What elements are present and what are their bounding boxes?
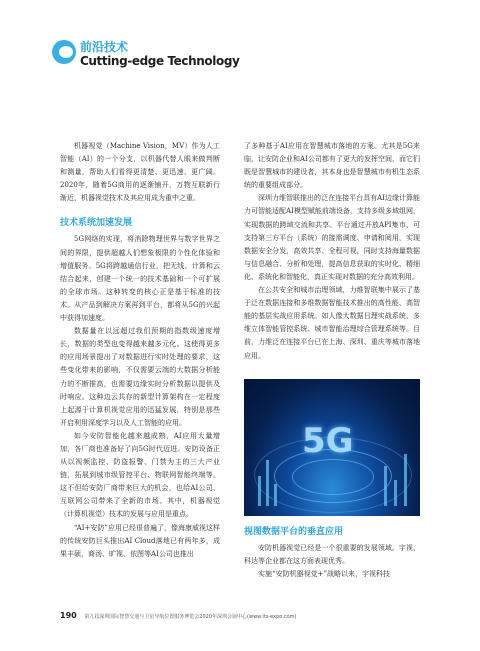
page-number: 190 — [60, 611, 77, 620]
section-header — [52, 38, 312, 78]
left-column — [60, 140, 220, 561]
paragraph: 5G网络的实现，将消除物理世界与数字世界之间的界限，提供超越人们想象极限的个性化体验和增值服务。5G将跨越通信行业，把无线、计算和云结合起来，创建一个统一的技术基础和一个可扩展的全球市场。这种转变的核心正是基于标准的技术。从产品到解决方案再到平台，都将从5G的兴起中获得加速度。 — [60, 235, 220, 323]
paragraph: 实施“安防机器视觉+”战略以来，宇视科技 — [258, 570, 391, 579]
paragraph: 机器视觉（Machine Vision，MV）作为人工智能（AI）的一个分支，以机器代替人眼来做判断和测量，帮助人们看得更清楚、更迅速、更广阔。2020年，随着5G商用的逐渐铺开，万物互联新行渐近，机器视觉技术及其应用成为重中之重。 — [60, 142, 220, 203]
paragraph: 了多种基于AI应用在智慧城市落地的方案。尤其是5G来临，让安防企业和AI公司都有了更大的发挥空间，而它们既是智慧城市的建设者，其本身也是智慧城市有机生态系统的重要组成部分。 — [244, 142, 420, 190]
paragraph: 数据量在以远超过我们预期的指数级速度增长，数据的类型也变得越来越多元化。这使得更多的应用场景提出了对数据进行实时处理的要求，这些变化带来的影响，不仅需要云端的大数据分析能力的不断推高，也需要边缘实时分析数据以提供及时响应。这种边云共存的新型计算架构在一定程度上起源于计算机视觉应用的迅猛发展，特别是那些开启利用深度学习以及人工智能的应用。 — [60, 327, 220, 427]
section-title-cn: 前沿技术 — [80, 40, 129, 54]
paragraph: 如今安防智能化越来越成熟，AI应用大量增加，各厂商也准备好了向5G时代迈进。安防设备正从以视频监控、防盗报警、门禁为主的三大产业链，拓展到城市级管控平台、物联网智能终端等。这不但给安防厂商带来巨大的机会，也给AI公司、互联网公司带来了全新的市场。其中，机器视觉（计算机视觉）技术的发展与应用是重点。 — [60, 431, 220, 519]
right-column-bottom — [244, 526, 420, 581]
right-column — [244, 140, 420, 363]
paragraph: 安防机器视觉已经是一个很重要的发展领域。宇视、科达等企业都在这方面表现优秀。 — [244, 544, 420, 566]
page-footer — [60, 611, 296, 620]
paragraph: 深圳力维智联推出的泛在连接平台具有AI边缘计算能力可智能适配AI模型赋能前端设备，支持多级多域组网，实现数据的跨域交流和共享。平台通过开放API集市、可支持第三方平台（系统）的接需调度、申请和阅用，实现数据安全分发，高效共享、全程可视，同时支持海量数据与信息融合、分析和处理，提高信息获取的实时化、精细化、系统化和智能化，真正实现对数据的充分高效利用。 — [244, 194, 420, 281]
section-logo-icon — [52, 40, 76, 64]
section-heading: 视图数据平台的垂直应用 — [244, 527, 344, 537]
paragraph: 在公共安全和城市治理领域，力维智联集中展示了基于泛在数据连接和多维数据智能技术推出的高性能、高智能的基层实战应用系统。如人像大数据日理实战系统、多维立体智能管控系统、城市智能治理综合管理系统等。目前，力维泛在连接平台已在上海、深圳、重庆等城市落地应用。 — [244, 286, 420, 360]
image-5g-text: 5G — [302, 421, 354, 461]
5g-city-image — [244, 379, 420, 516]
section-heading: 技术系统加速发展 — [60, 218, 133, 229]
footer-text: 第九届深圳国际智慧交通与卫星导航位置服务博览会2020年深圳会展中心(www.its-expo.com) — [84, 614, 297, 620]
paragraph: “AI+安防”应用已经很普遍了，像海康威视这样的传统安防巨头推出AI Cloud落地已有两年多，成果丰硕，商汤、旷视、依图等AI公司也推出 — [60, 523, 220, 558]
section-title-en: Cutting-edge Technology — [80, 54, 240, 68]
